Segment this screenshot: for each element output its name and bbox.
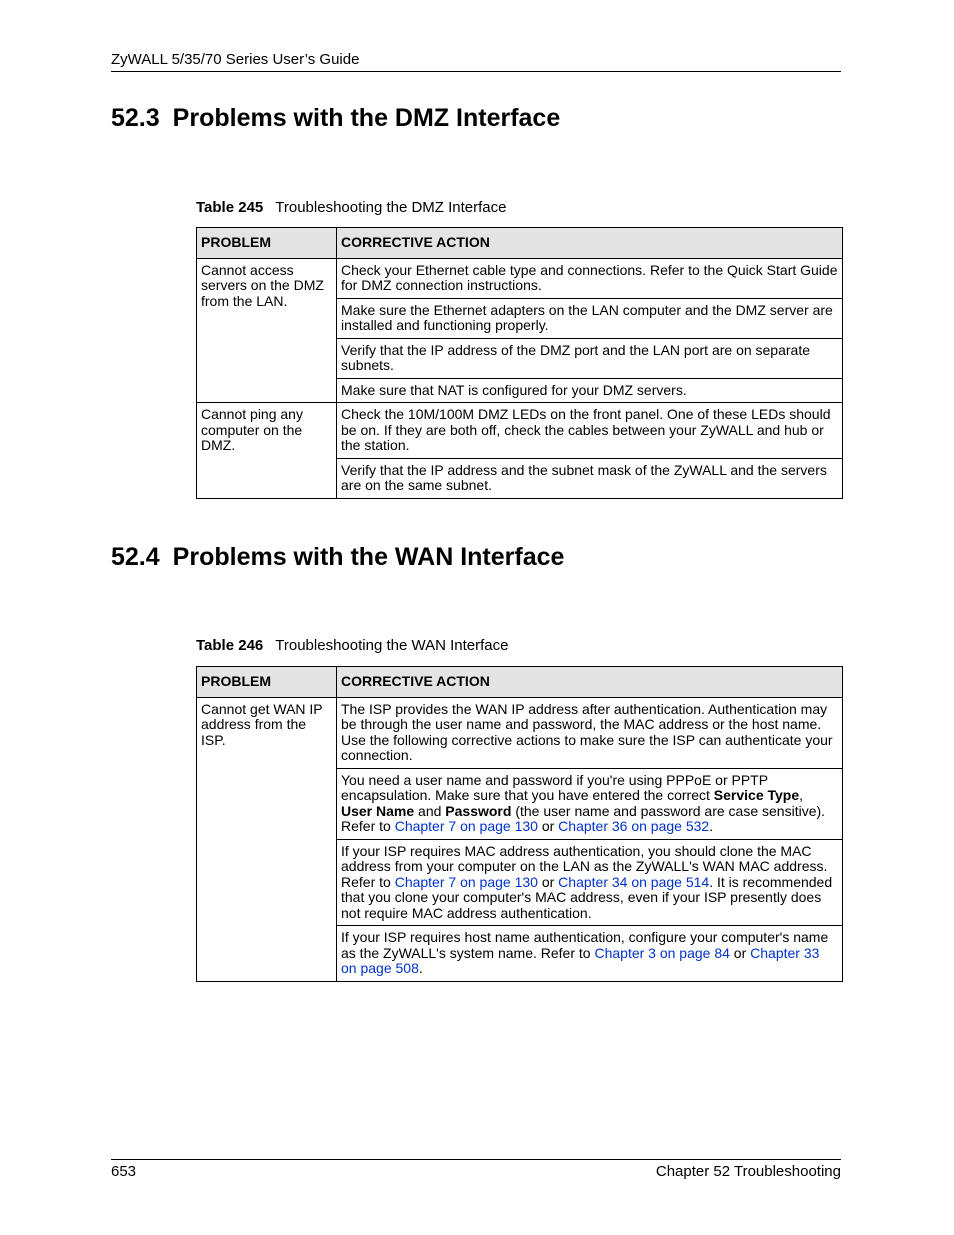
action-text: and [414, 802, 446, 819]
action-text: (the user name and password are case sensitive). Refer to [341, 802, 826, 834]
table-label: Table 246 [196, 637, 264, 654]
wan-troubleshooting-table [196, 666, 843, 982]
table-row [197, 403, 843, 459]
action-text: or [729, 944, 751, 961]
table-row [197, 697, 843, 768]
link-chapter-36[interactable]: Chapter 36 on page 532 [558, 818, 710, 834]
action-cell [337, 768, 843, 839]
dmz-troubleshooting-table [196, 227, 843, 499]
action-text: You need a user name and password if you're using PPPoE or PPTP encapsulation. Make sure that you have entered the correct [341, 771, 768, 803]
action-cell: The ISP provides the WAN IP address after authentication. Authentication may be through the user name and password, the MAC address or the host name. Use the following corrective actions to make sure the ISP can authenticate your connection. [337, 697, 843, 768]
column-header-problem: PROBLEM [197, 667, 337, 698]
guide-title: ZyWALL 5/35/70 Series User’s Guide [111, 51, 360, 68]
column-header-problem: PROBLEM [197, 228, 337, 259]
column-header-action: CORRECTIVE ACTION [337, 228, 843, 259]
action-text: , [799, 787, 804, 803]
link-chapter-7[interactable]: Chapter 7 on page 130 [394, 818, 538, 834]
table-caption-246 [196, 637, 508, 654]
action-cell: Check your Ethernet cable type and connections. Refer to the Quick Start Guide for DMZ connection instructions. [337, 258, 843, 298]
action-text: or [537, 818, 559, 834]
table-header-row [197, 667, 843, 698]
section-heading-wan [111, 543, 564, 572]
section-heading-dmz [111, 104, 560, 133]
action-text: If your ISP requires host name authentication, configure your computer's name as the ZyWALL's system name. Refer to [341, 929, 829, 961]
link-chapter-7[interactable]: Chapter 7 on page 130 [394, 873, 538, 890]
table-label: Table 245 [196, 199, 264, 216]
running-header [111, 51, 841, 72]
ui-term-service-type: Service Type [713, 787, 800, 803]
link-chapter-33[interactable]: Chapter 33 on page 508 [341, 944, 820, 976]
problem-cell: Cannot get WAN IP address from the ISP. [197, 697, 337, 981]
table-header-row [197, 228, 843, 259]
page-number: 653 [111, 1163, 137, 1180]
table-caption-text: Troubleshooting the WAN Interface [275, 637, 509, 654]
ui-term-user-name: User Name [341, 802, 415, 819]
column-header-action: CORRECTIVE ACTION [337, 667, 843, 698]
problem-cell: Cannot access servers on the DMZ from the LAN. [197, 258, 337, 403]
problem-cell: Cannot ping any computer on the DMZ. [197, 403, 337, 499]
action-cell [337, 839, 843, 926]
ui-term-password: Password [445, 802, 512, 819]
section-title: Problems with the WAN Interface [172, 543, 565, 571]
section-title: Problems with the DMZ Interface [172, 104, 561, 132]
action-cell: Verify that the IP address and the subnet mask of the ZyWALL and the servers are on the same subnet. [337, 458, 843, 498]
action-cell: Make sure that NAT is configured for your DMZ servers. [337, 378, 843, 403]
action-text: . [709, 818, 714, 834]
section-number: 52.3 [111, 104, 160, 132]
table-caption-245 [196, 199, 507, 216]
action-text: or [537, 873, 559, 890]
link-chapter-34[interactable]: Chapter 34 on page 514 [558, 873, 710, 890]
action-cell: Make sure the Ethernet adapters on the LAN computer and the DMZ server are installed and functioning properly. [337, 298, 843, 338]
action-cell: Verify that the IP address of the DMZ port and the LAN port are on separate subnets. [337, 338, 843, 378]
action-text: If your ISP requires MAC address authentication, you should clone the MAC address from your computer on the LAN as the ZyWALL's WAN MAC address. Refer to [341, 842, 828, 890]
action-text: . It is recommended that you clone your computer's MAC address, even if your ISP presently does not require MAC address authentication. [341, 873, 833, 921]
link-chapter-3[interactable]: Chapter 3 on page 84 [594, 944, 730, 961]
table-caption-text: Troubleshooting the DMZ Interface [275, 199, 507, 216]
section-number: 52.4 [111, 543, 160, 571]
action-cell: Check the 10M/100M DMZ LEDs on the front panel. One of these LEDs should be on. If they are both off, check the cables between your ZyWALL and hub or the station. [337, 403, 843, 459]
action-cell [337, 926, 843, 982]
running-footer [111, 1159, 841, 1180]
chapter-title: Chapter 52 Troubleshooting [655, 1163, 841, 1180]
table-row [197, 258, 843, 298]
action-text: . [418, 960, 423, 976]
